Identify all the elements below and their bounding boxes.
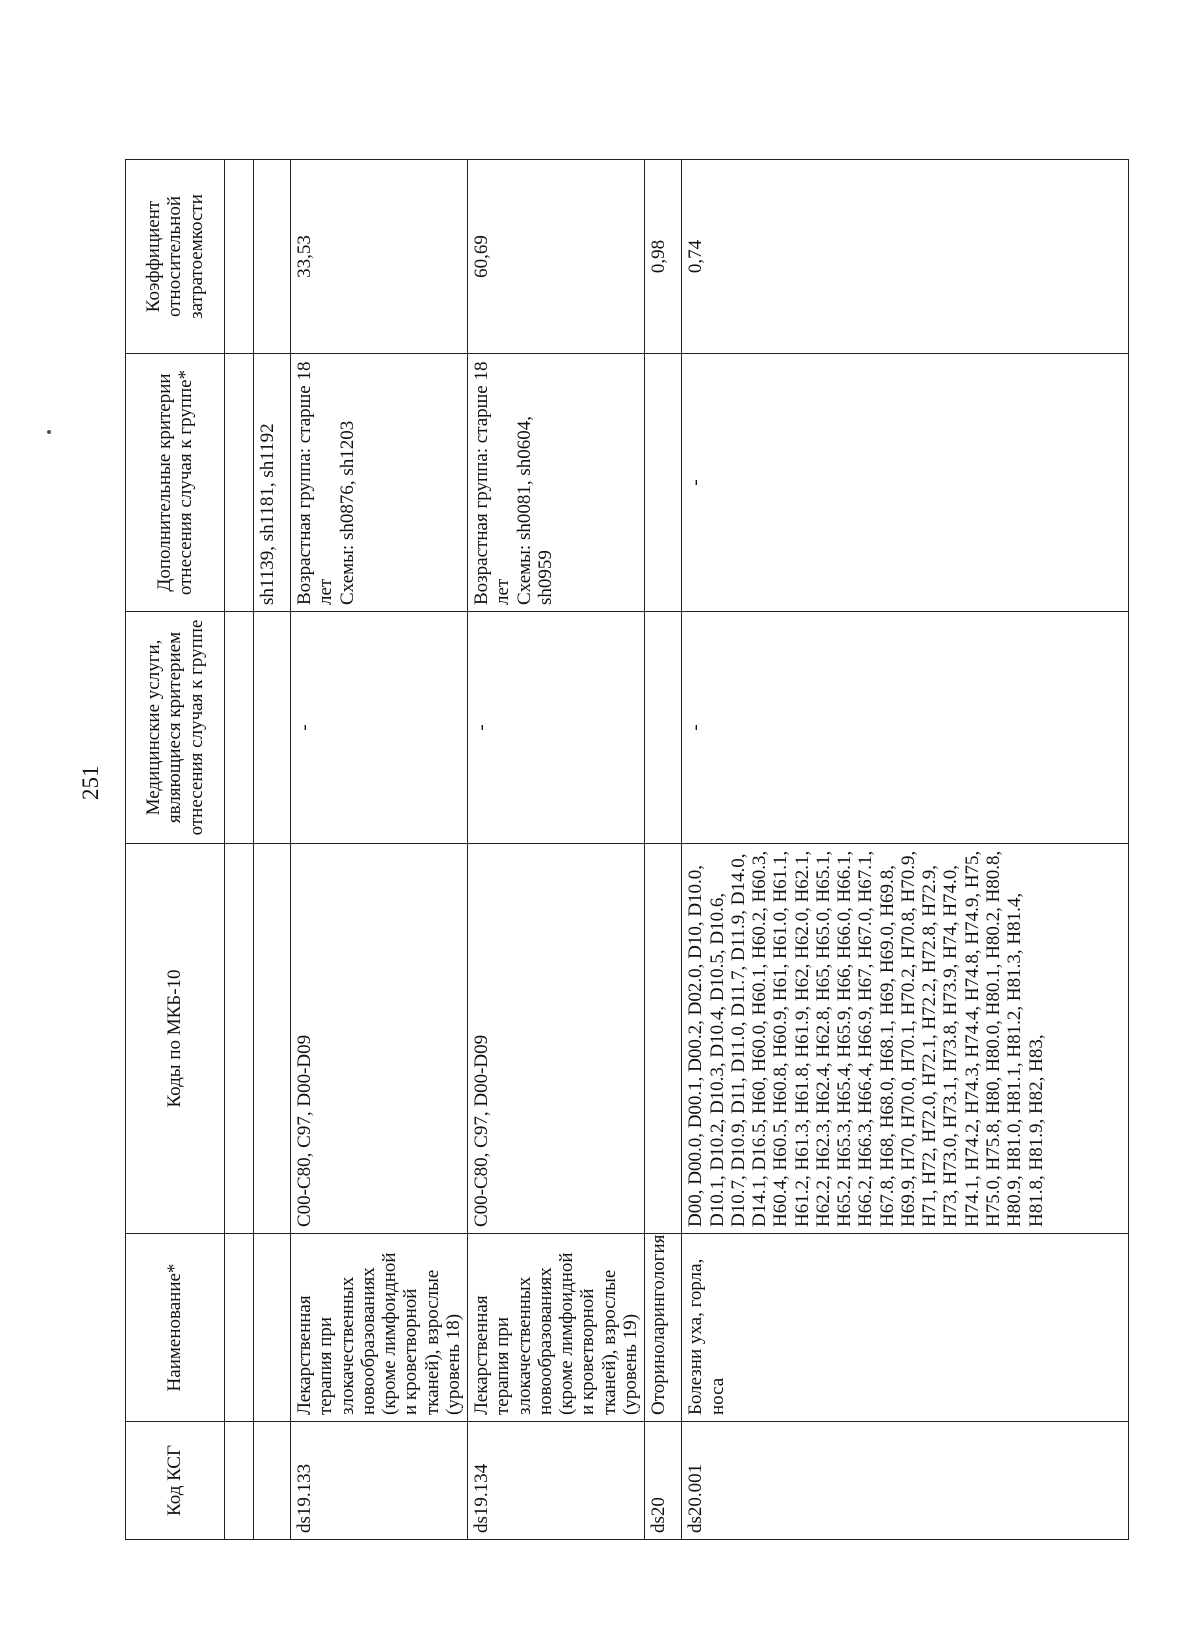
cell-criteria: sh1139, sh1181, sh1192 [254, 354, 291, 612]
cell-name: Лекарственная терапия при злокачественных новообразованиях (кроме лимфоидной и кроветворной тканей), взрослые (уровень 19) [468, 1234, 645, 1422]
page-number: 251 [78, 765, 103, 800]
table-row [254, 160, 291, 1540]
table-row [645, 160, 682, 1540]
cell-mkb: C00-C80, C97, D00-D09 [291, 844, 468, 1234]
cell-name [254, 1234, 291, 1422]
cell-mkb: D00, D00.0, D00.1, D00.2, D02.0, D10, D10.0, D10.1, D10.2, D10.3, D10.4, D10.5, D10.6, D10.7, D10.9, D11, D11.0, D11.7, D11.9, D14.0, D14.1, D16.5, H60, H60.0, H60.1, H60.2, H60.3, H60.4, H60.5, H60.8, H60.9, H61, H61.0, H61.1, H61.2, H61.3, H61.8, H61.9, H62, H62.0, H62.1, H62.2, H62.3, H62.4, H62.8, H65, H65.0, H65.1, H65.2, H65.3, H65.4, H65.9, H66, H66.0, H66.1, H66.2, H66.3, H66.4, H66.9, H67, H67.0, H67.1, H67.8, H68, H68.0, H68.1, H69, H69.0, H69.8, H69.9, H70, H70.0, H70.1, H70.2, H70.8, H70.9, H71, H72, H72.0, H72.1, H72.2, H72.8, H72.9, H73, H73.0, H73.1, H73.8, H73.9, H74, H74.0, H74.1, H74.2, H74.3, H74.4, H74.8, H74.9, H75, H75.0, H75.8, H80, H80.0, H80.1, H80.2, H80.8, H80.9, H81.0, H81.1, H81.2, H81.3, H81.4, H81.8, H81.9, H82, H83, [682, 844, 1129, 1234]
cell-criteria: - [682, 354, 1129, 612]
cell-coef: 0,74 [682, 160, 1129, 354]
rotated-table-container [125, 160, 1047, 1540]
cell-code: ds20.001 [682, 1422, 1129, 1540]
header-coef: Коэффициент относительной затратоемкости [126, 160, 225, 354]
cell-coef [254, 160, 291, 354]
ksg-table [125, 159, 1129, 1540]
cell-name: Болезни уха, горла, носа [682, 1234, 1129, 1422]
cell-criteria: Возрастная группа: старше 18 лет Схемы: sh0876, sh1203 [291, 354, 468, 612]
table-row [225, 160, 254, 1540]
cell-services [254, 612, 291, 844]
cell-name: Оториноларингология [645, 1234, 682, 1422]
cell-services [225, 612, 254, 844]
table-header-row [126, 160, 225, 1540]
cell-code: ds19.133 [291, 1422, 468, 1540]
cell-mkb [645, 844, 682, 1234]
cell-criteria [225, 354, 254, 612]
cell-name [225, 1234, 254, 1422]
cell-coef: 60,69 [468, 160, 645, 354]
cell-coef: 0,98 [645, 160, 682, 354]
cell-code [254, 1422, 291, 1540]
header-criteria: Дополнительные критерии отнесения случая к группе* [126, 354, 225, 612]
header-name: Наименование* [126, 1234, 225, 1422]
table-row [468, 160, 645, 1540]
cell-code: ds20 [645, 1422, 682, 1540]
cell-code: ds19.134 [468, 1422, 645, 1540]
cell-mkb [254, 844, 291, 1234]
cell-criteria [645, 354, 682, 612]
table-row [682, 160, 1129, 1540]
header-mkb: Коды по МКБ-10 [126, 844, 225, 1234]
cell-criteria: Возрастная группа: старше 18 лет Схемы: sh0081, sh0604, sh0959 [468, 354, 645, 612]
header-code: Код КСГ [126, 1422, 225, 1540]
cell-coef [225, 160, 254, 354]
cell-services: - [291, 612, 468, 844]
table-row [291, 160, 468, 1540]
cell-services: - [468, 612, 645, 844]
cell-name: Лекарственная терапия при злокачественных новообразованиях (кроме лимфоидной и кроветворной тканей), взрослые (уровень 18) [291, 1234, 468, 1422]
cell-code [225, 1422, 254, 1540]
cell-services: - [682, 612, 1129, 844]
scan-speck [47, 430, 51, 434]
cell-mkb [225, 844, 254, 1234]
cell-mkb: C00-C80, C97, D00-D09 [468, 844, 645, 1234]
header-services: Медицинские услуги, являющиеся критерием отнесения случая к группе [126, 612, 225, 844]
cell-coef: 33,53 [291, 160, 468, 354]
cell-services [645, 612, 682, 844]
